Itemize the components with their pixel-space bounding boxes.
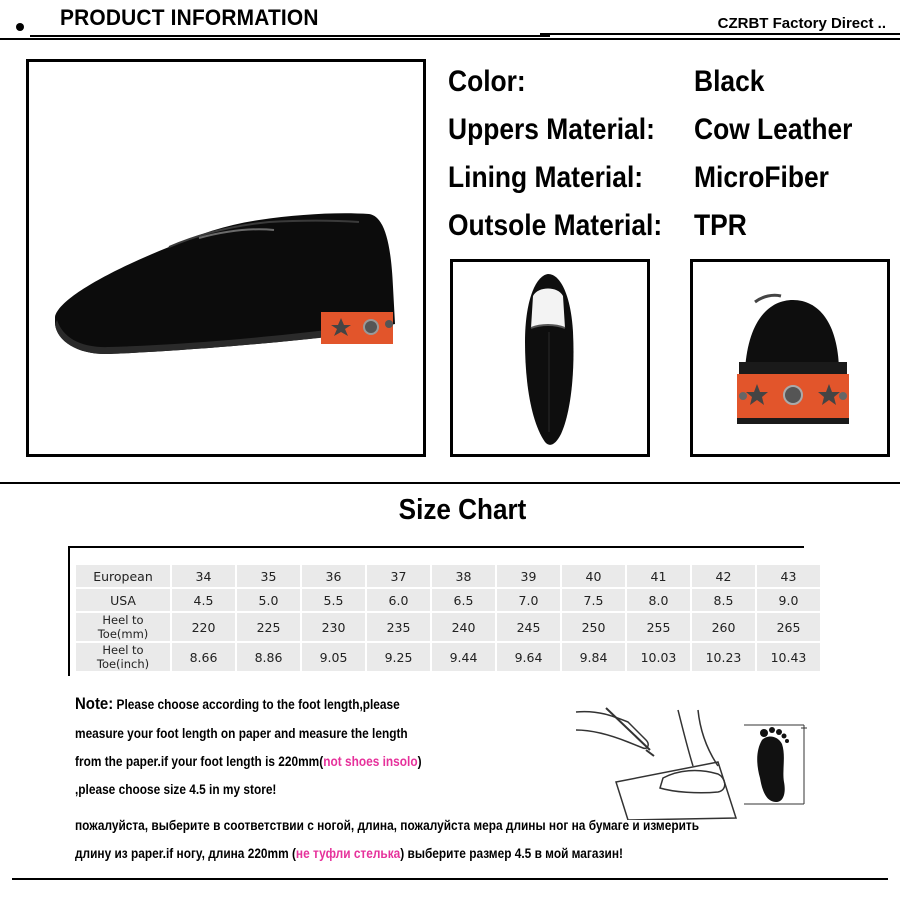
spec-value-uppers: Cow Leather	[694, 113, 853, 146]
table-cell: 8.66	[172, 643, 235, 671]
shoe-top-view-image	[450, 259, 650, 457]
main-product-image	[26, 59, 426, 457]
table-cell: 9.25	[367, 643, 430, 671]
table-cell: 37	[367, 565, 430, 587]
note-highlight-ru: не туфли стелька	[295, 846, 401, 861]
spec-value-outsole: TPR	[694, 209, 747, 242]
table-frame-left	[68, 546, 70, 676]
note-text-3b: )	[417, 754, 422, 769]
table-row	[76, 643, 820, 671]
table-frame-top	[68, 546, 804, 548]
table-cell: 7.5	[562, 589, 625, 611]
shoe-back-view-image	[690, 259, 890, 457]
table-cell: 36	[302, 565, 365, 587]
table-cell: 225	[237, 613, 300, 641]
table-cell: 240	[432, 613, 495, 641]
header-underline-right	[540, 33, 900, 35]
spec-label-outsole: Outsole Material:	[448, 209, 663, 242]
row-header-european: European	[76, 565, 170, 587]
table-cell: 6.0	[367, 589, 430, 611]
note-line-3	[75, 754, 422, 769]
row-header-heel-to-toe-mm: Heel to Toe(mm)	[76, 613, 170, 641]
table-cell: 265	[757, 613, 820, 641]
note-ru-line-2	[75, 846, 623, 861]
header-underline	[30, 35, 550, 37]
header-bullet	[16, 23, 24, 31]
table-cell: 9.05	[302, 643, 365, 671]
note-ru-text-2b: ) выберите размер 4.5 в мой магазин!	[400, 846, 623, 861]
spec-value-color: Black	[694, 65, 765, 98]
header-divider	[0, 38, 900, 40]
table-cell: 4.5	[172, 589, 235, 611]
table-cell: 235	[367, 613, 430, 641]
note-ru-text-2a: длину из paper.if ногу, длина 220mm (	[75, 846, 296, 861]
spec-label-color: Color:	[448, 65, 526, 98]
table-cell: 7.0	[497, 589, 560, 611]
table-cell: 35	[237, 565, 300, 587]
table-cell: 39	[497, 565, 560, 587]
table-cell: 260	[692, 613, 755, 641]
table-cell: 255	[627, 613, 690, 641]
table-cell: 8.0	[627, 589, 690, 611]
size-chart-title: Size Chart	[398, 494, 527, 526]
table-cell: 10.23	[692, 643, 755, 671]
table-cell: 9.64	[497, 643, 560, 671]
shoe-side-illustration	[29, 62, 423, 454]
table-cell: 230	[302, 613, 365, 641]
section-divider	[0, 482, 900, 484]
table-cell: 34	[172, 565, 235, 587]
table-cell: 5.5	[302, 589, 365, 611]
note-label: Note:	[75, 694, 114, 713]
note-line-2: measure your foot length on paper and measure the length	[75, 726, 408, 741]
table-cell: 10.43	[757, 643, 820, 671]
note-line-4: ,please choose size 4.5 in my store!	[75, 782, 277, 797]
table-cell: 6.5	[432, 589, 495, 611]
table-cell: 220	[172, 613, 235, 641]
table-cell: 8.5	[692, 589, 755, 611]
spec-label-uppers: Uppers Material:	[448, 113, 655, 146]
footprint-icon	[742, 722, 812, 808]
table-cell: 9.84	[562, 643, 625, 671]
table-cell: 41	[627, 565, 690, 587]
table-cell: 5.0	[237, 589, 300, 611]
footer-divider	[12, 878, 888, 880]
spec-label-lining: Lining Material:	[448, 161, 644, 194]
table-cell: 43	[757, 565, 820, 587]
spec-value-lining: MicroFiber	[694, 161, 829, 194]
table-cell: 40	[562, 565, 625, 587]
table-cell: 10.03	[627, 643, 690, 671]
note-line-1	[75, 694, 400, 714]
table-cell: 9.44	[432, 643, 495, 671]
shoe-back-illustration	[693, 262, 887, 454]
table-row	[76, 589, 820, 611]
page-title: PRODUCT INFORMATION	[60, 5, 319, 30]
table-cell: 250	[562, 613, 625, 641]
shoe-top-illustration	[453, 262, 647, 454]
note-ru-line-1: пожалуйста, выберите в соответствии с ногой, длина, пожалуйста мера длины ног на бумаге и измерить	[75, 818, 700, 833]
table-row	[76, 565, 820, 587]
row-header-heel-to-toe-inch: Heel to Toe(inch)	[76, 643, 170, 671]
table-cell: 8.86	[237, 643, 300, 671]
row-header-usa: USA	[76, 589, 170, 611]
note-highlight-en: not shoes insolo	[323, 754, 418, 769]
table-cell: 245	[497, 613, 560, 641]
store-name: CZRBT Factory Direct ..	[717, 15, 886, 32]
table-cell: 38	[432, 565, 495, 587]
table-cell: 42	[692, 565, 755, 587]
size-chart-table	[74, 563, 822, 673]
table-cell: 9.0	[757, 589, 820, 611]
table-row	[76, 613, 820, 641]
note-text-1: Please choose according to the foot length,please	[113, 697, 400, 712]
note-text-3a: from the paper.if your foot length is 220mm(	[75, 754, 324, 769]
